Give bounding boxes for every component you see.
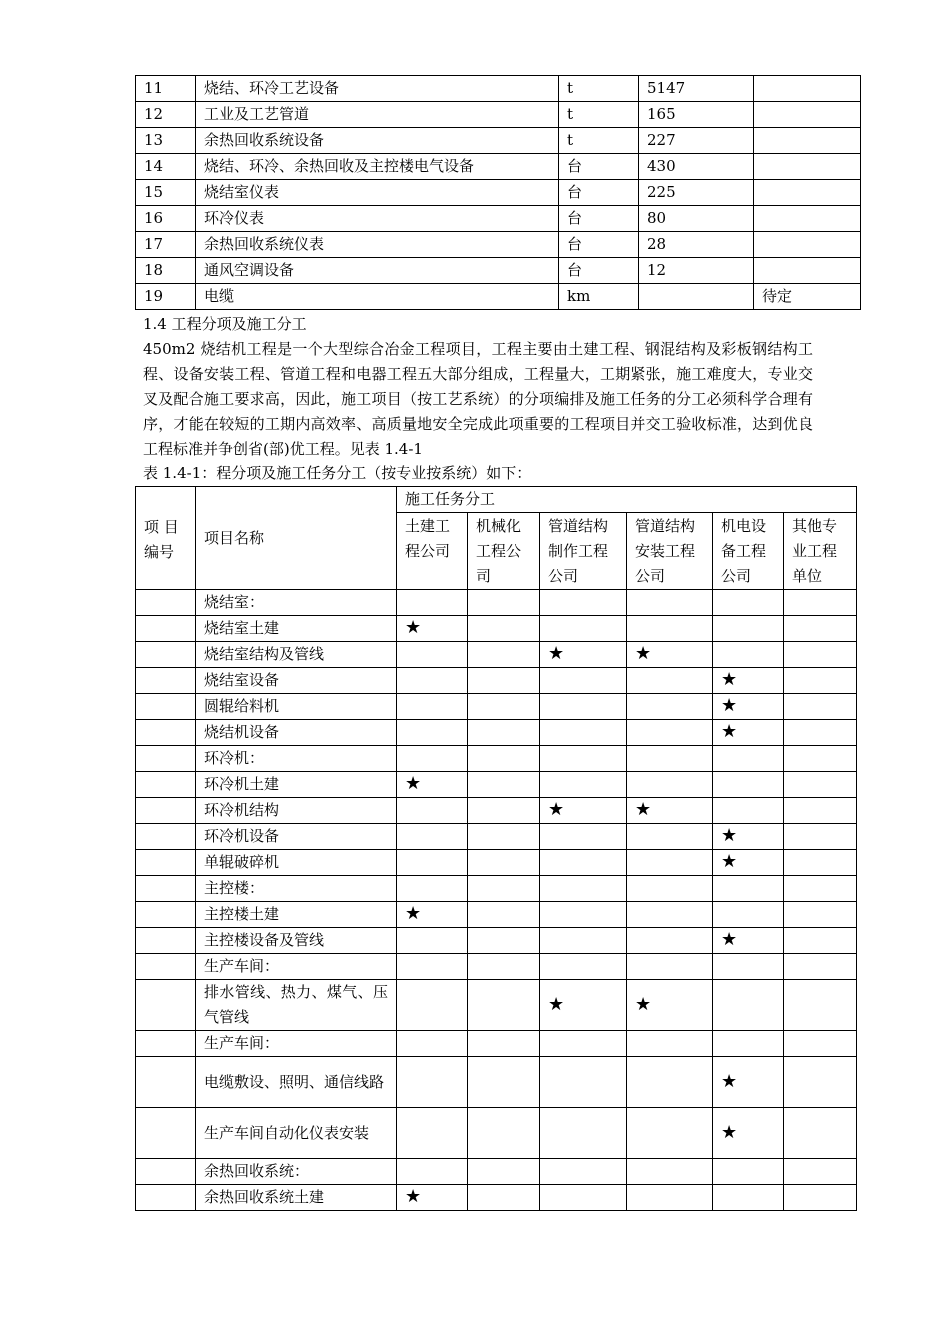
cell-mark: [784, 928, 857, 954]
cell-mark: [540, 772, 627, 798]
table-row: [136, 258, 861, 284]
cell-mark: [713, 746, 784, 772]
cell-no: 15: [136, 180, 196, 206]
cell-item-no: [136, 772, 196, 798]
cell-item-no: [136, 928, 196, 954]
cell-mark: [468, 1057, 540, 1108]
header-item-name-label: 项目名称: [204, 528, 265, 547]
cell-mark: [397, 590, 468, 616]
cell-name: 烧结、环冷工艺设备: [196, 76, 559, 102]
cell-mark: [397, 1031, 468, 1057]
cell-qty: 227: [639, 128, 754, 154]
cell-item-no: [136, 642, 196, 668]
cell-item-name: 主控楼土建: [196, 902, 397, 928]
cell-mark: [468, 668, 540, 694]
cell-no: 17: [136, 232, 196, 258]
cell-item-no: [136, 616, 196, 642]
cell-mark: [784, 954, 857, 980]
cell-mark: [713, 642, 784, 668]
cell-mark: [397, 954, 468, 980]
cell-mark: [540, 902, 627, 928]
cell-mark: [627, 720, 713, 746]
cell-item-no: [136, 1185, 196, 1211]
star-mark-icon: ★: [405, 903, 422, 924]
table-row: [136, 954, 857, 980]
cell-name: 烧结、环冷、余热回收及主控楼电气设备: [196, 154, 559, 180]
cell-mark: [627, 772, 713, 798]
cell-mark: [713, 928, 784, 954]
cell-mark: [468, 1159, 540, 1185]
cell-item-no: [136, 824, 196, 850]
cell-item-name: 环冷机土建: [196, 772, 397, 798]
cell-mark: [468, 824, 540, 850]
table-row: [136, 128, 861, 154]
table-row: [136, 668, 857, 694]
table-row: [136, 928, 857, 954]
cell-mark: [784, 590, 857, 616]
cell-mark: [627, 928, 713, 954]
cell-mark: [784, 642, 857, 668]
cell-item-no: [136, 1057, 196, 1108]
cell-mark: [397, 1159, 468, 1185]
cell-mark: [627, 798, 713, 824]
table-row: [136, 772, 857, 798]
cell-mark: [468, 616, 540, 642]
star-mark-icon: ★: [548, 643, 565, 664]
cell-note: [754, 258, 861, 284]
cell-mark: [713, 876, 784, 902]
cell-mark: [397, 642, 468, 668]
cell-mark: [397, 928, 468, 954]
cell-mark: [627, 954, 713, 980]
cell-name: 通风空调设备: [196, 258, 559, 284]
cell-item-no: [136, 1108, 196, 1159]
cell-qty: 430: [639, 154, 754, 180]
header-unit: 其他专业工程单位: [784, 513, 857, 590]
table-row: [136, 1108, 857, 1159]
cell-qty: 28: [639, 232, 754, 258]
star-mark-icon: ★: [721, 721, 738, 742]
cell-mark: [784, 746, 857, 772]
cell-mark: [468, 980, 540, 1031]
cell-item-name: 电缆敷设、照明、通信线路: [196, 1057, 397, 1108]
cell-note: [754, 76, 861, 102]
cell-qty: 5147: [639, 76, 754, 102]
cell-item-name: 环冷机：: [196, 746, 397, 772]
cell-item-name: 余热回收系统土建: [196, 1185, 397, 1211]
cell-mark: [397, 694, 468, 720]
cell-mark: [627, 746, 713, 772]
cell-mark: [540, 668, 627, 694]
star-mark-icon: ★: [548, 993, 565, 1015]
cell-qty: 165: [639, 102, 754, 128]
cell-mark: [713, 720, 784, 746]
cell-mark: [627, 1185, 713, 1211]
cell-mark: [713, 590, 784, 616]
header-item-no-label: 项 目 编号: [144, 518, 179, 561]
cell-item-name: 烧结室结构及管线: [196, 642, 397, 668]
cell-mark: [627, 902, 713, 928]
cell-mark: [540, 694, 627, 720]
header-unit: 机械化工程公司: [468, 513, 540, 590]
cell-mark: [397, 1185, 468, 1211]
cell-item-no: [136, 590, 196, 616]
cell-mark: [397, 902, 468, 928]
cell-mark: [468, 642, 540, 668]
cell-unit: 台: [559, 232, 639, 258]
cell-mark: [397, 1057, 468, 1108]
cell-mark: [713, 1031, 784, 1057]
cell-note: [754, 232, 861, 258]
cell-no: 19: [136, 284, 196, 310]
cell-mark: [713, 980, 784, 1031]
cell-item-no: [136, 746, 196, 772]
cell-mark: [397, 668, 468, 694]
cell-mark: [713, 1057, 784, 1108]
table-row: [136, 850, 857, 876]
table-row: [136, 284, 861, 310]
cell-mark: [540, 928, 627, 954]
table-row: [136, 1185, 857, 1211]
cell-mark: [784, 1159, 857, 1185]
cell-item-name: 主控楼：: [196, 876, 397, 902]
table-row: [136, 902, 857, 928]
cell-mark: [627, 980, 713, 1031]
cell-note: [754, 128, 861, 154]
cell-unit: t: [559, 102, 639, 128]
table-row: [136, 180, 861, 206]
header-item-no: [136, 487, 196, 590]
table-row: [136, 1159, 857, 1185]
table-row: [136, 76, 861, 102]
cell-note: [754, 206, 861, 232]
cell-qty: 225: [639, 180, 754, 206]
cell-mark: [468, 954, 540, 980]
cell-mark: [713, 616, 784, 642]
header-unit: 机电设备工程公司: [713, 513, 784, 590]
cell-mark: [713, 798, 784, 824]
cell-unit: 台: [559, 154, 639, 180]
star-mark-icon: ★: [721, 825, 738, 846]
cell-mark: [784, 616, 857, 642]
header-unit: 管道结构制作工程公司: [540, 513, 627, 590]
cell-mark: [784, 1057, 857, 1108]
table-row: [136, 590, 857, 616]
cell-mark: [784, 1031, 857, 1057]
cell-mark: [540, 720, 627, 746]
cell-mark: [397, 772, 468, 798]
cell-mark: [784, 772, 857, 798]
table-row: [136, 102, 861, 128]
cell-item-name: 烧结室：: [196, 590, 397, 616]
cell-item-name: 环冷机设备: [196, 824, 397, 850]
star-mark-icon: ★: [405, 617, 422, 638]
cell-mark: [540, 954, 627, 980]
cell-mark: [468, 720, 540, 746]
cell-mark: [784, 798, 857, 824]
cell-mark: [540, 1159, 627, 1185]
cell-no: 14: [136, 154, 196, 180]
cell-qty: 12: [639, 258, 754, 284]
cell-mark: [627, 1057, 713, 1108]
cell-no: 12: [136, 102, 196, 128]
cell-mark: [540, 616, 627, 642]
cell-mark: [627, 616, 713, 642]
star-mark-icon: ★: [721, 851, 738, 872]
star-mark-icon: ★: [721, 1121, 738, 1143]
cell-mark: [468, 1031, 540, 1057]
cell-mark: [397, 1108, 468, 1159]
cell-mark: [627, 1159, 713, 1185]
cell-mark: [627, 1108, 713, 1159]
cell-mark: [540, 590, 627, 616]
cell-mark: [713, 954, 784, 980]
cell-mark: [713, 824, 784, 850]
cell-mark: [540, 980, 627, 1031]
cell-mark: [784, 1108, 857, 1159]
cell-item-no: [136, 798, 196, 824]
cell-mark: [713, 694, 784, 720]
cell-mark: [468, 850, 540, 876]
cell-mark: [627, 694, 713, 720]
cell-mark: [468, 1185, 540, 1211]
cell-name: 电缆: [196, 284, 559, 310]
cell-item-name: 单辊破碎机: [196, 850, 397, 876]
table-row: [136, 642, 857, 668]
cell-unit: t: [559, 128, 639, 154]
table-row: [136, 694, 857, 720]
task-division-table: [135, 486, 857, 1211]
cell-mark: [713, 1159, 784, 1185]
cell-item-name: 烧结室土建: [196, 616, 397, 642]
table-row: [136, 746, 857, 772]
cell-unit: km: [559, 284, 639, 310]
cell-mark: [397, 798, 468, 824]
cell-name: 余热回收系统设备: [196, 128, 559, 154]
star-mark-icon: ★: [548, 799, 565, 820]
star-mark-icon: ★: [405, 1186, 422, 1207]
star-mark-icon: ★: [635, 799, 652, 820]
table-row: [136, 798, 857, 824]
table-row: [136, 616, 857, 642]
cell-mark: [397, 746, 468, 772]
cell-item-no: [136, 668, 196, 694]
table-row: [136, 1057, 857, 1108]
star-mark-icon: ★: [635, 993, 652, 1015]
cell-no: 18: [136, 258, 196, 284]
cell-mark: [713, 668, 784, 694]
cell-unit: 台: [559, 258, 639, 284]
star-mark-icon: ★: [635, 643, 652, 664]
table-row: [136, 824, 857, 850]
table-row: [136, 720, 857, 746]
cell-mark: [784, 876, 857, 902]
cell-no: 16: [136, 206, 196, 232]
cell-item-name: 主控楼设备及管线: [196, 928, 397, 954]
cell-mark: [540, 746, 627, 772]
table-row: [136, 206, 861, 232]
cell-item-no: [136, 902, 196, 928]
cell-mark: [784, 720, 857, 746]
cell-mark: [540, 824, 627, 850]
cell-item-name: 余热回收系统：: [196, 1159, 397, 1185]
table-row: [136, 876, 857, 902]
table-row: [136, 232, 861, 258]
cell-item-no: [136, 694, 196, 720]
cell-mark: [540, 850, 627, 876]
cell-unit: 台: [559, 180, 639, 206]
section-paragraph: 450m2 烧结机工程是一个大型综合冶金工程项目，工程主要由土建工程、钢混结构及彩板钢结构工程、设备安装工程、管道工程和电器工程五大部分组成，工程量大，工期紧张，施工难度大，专业交叉及配合施工要求高，因此，施工项目（按工艺系统）的分项编排及施工任务的分工必须科学合理有序，才能在较短的工期内高效率、高质量地安全完成此项重要的工程项目并交工验收标准，达到优良工程标准并争创省(部)优工程。见表 1.4-1: [143, 340, 813, 458]
cell-item-name: 排水管线、热力、煤气、压气管线: [196, 980, 397, 1031]
cell-mark: [468, 798, 540, 824]
cell-item-name: 生产车间自动化仪表安装: [196, 1108, 397, 1159]
cell-name: 环冷仪表: [196, 206, 559, 232]
header-unit: 管道结构安装工程公司: [627, 513, 713, 590]
cell-mark: [397, 980, 468, 1031]
cell-mark: [540, 798, 627, 824]
cell-mark: [784, 668, 857, 694]
cell-unit: 台: [559, 206, 639, 232]
cell-mark: [784, 694, 857, 720]
cell-mark: [784, 902, 857, 928]
cell-mark: [713, 772, 784, 798]
table-row: [136, 154, 861, 180]
cell-item-no: [136, 876, 196, 902]
cell-mark: [784, 980, 857, 1031]
cell-mark: [627, 1031, 713, 1057]
cell-name: 烧结室仪表: [196, 180, 559, 206]
section-heading: 1.4 工程分项及施工分工: [143, 315, 307, 333]
cell-mark: [468, 902, 540, 928]
table-row: [136, 1031, 857, 1057]
quantity-table: [135, 75, 861, 310]
cell-item-no: [136, 1159, 196, 1185]
cell-mark: [713, 1108, 784, 1159]
header-unit: 土建工程公司: [397, 513, 468, 590]
cell-item-name: 环冷机结构: [196, 798, 397, 824]
cell-mark: [468, 694, 540, 720]
header-group: 施工任务分工: [397, 487, 857, 513]
cell-item-no: [136, 720, 196, 746]
cell-mark: [397, 616, 468, 642]
cell-mark: [784, 824, 857, 850]
table-row: [136, 980, 857, 1031]
cell-qty: 80: [639, 206, 754, 232]
cell-no: 11: [136, 76, 196, 102]
cell-mark: [540, 1108, 627, 1159]
header-row-top: [136, 487, 857, 513]
cell-mark: [397, 720, 468, 746]
cell-mark: [397, 824, 468, 850]
header-item-name: [196, 487, 397, 590]
cell-qty: [639, 284, 754, 310]
cell-unit: t: [559, 76, 639, 102]
cell-item-no: [136, 980, 196, 1031]
cell-mark: [468, 928, 540, 954]
cell-name: 余热回收系统仪表: [196, 232, 559, 258]
cell-mark: [540, 1185, 627, 1211]
cell-mark: [397, 876, 468, 902]
cell-note: [754, 154, 861, 180]
cell-mark: [627, 642, 713, 668]
cell-mark: [627, 876, 713, 902]
cell-item-name: 生产车间：: [196, 1031, 397, 1057]
cell-mark: [713, 902, 784, 928]
cell-item-name: 烧结室设备: [196, 668, 397, 694]
cell-mark: [784, 1185, 857, 1211]
cell-item-no: [136, 954, 196, 980]
cell-item-no: [136, 1031, 196, 1057]
cell-note: [754, 102, 861, 128]
star-mark-icon: ★: [721, 929, 738, 950]
cell-mark: [540, 876, 627, 902]
cell-mark: [540, 1031, 627, 1057]
cell-item-no: [136, 850, 196, 876]
cell-mark: [627, 590, 713, 616]
cell-item-name: 烧结机设备: [196, 720, 397, 746]
cell-mark: [713, 850, 784, 876]
cell-mark: [540, 1057, 627, 1108]
cell-mark: [468, 772, 540, 798]
cell-item-name: 圆辊给料机: [196, 694, 397, 720]
cell-mark: [468, 590, 540, 616]
cell-mark: [627, 824, 713, 850]
cell-mark: [627, 850, 713, 876]
cell-mark: [627, 668, 713, 694]
cell-note: 待定: [754, 284, 861, 310]
star-mark-icon: ★: [721, 1070, 738, 1092]
cell-mark: [540, 642, 627, 668]
cell-mark: [713, 1185, 784, 1211]
star-mark-icon: ★: [721, 695, 738, 716]
cell-item-name: 生产车间：: [196, 954, 397, 980]
cell-no: 13: [136, 128, 196, 154]
table-caption: 表 1.4-1：程分项及施工任务分工（按专业按系统）如下：: [143, 464, 532, 482]
cell-mark: [468, 746, 540, 772]
cell-mark: [468, 1108, 540, 1159]
cell-mark: [397, 850, 468, 876]
cell-name: 工业及工艺管道: [196, 102, 559, 128]
cell-note: [754, 180, 861, 206]
star-mark-icon: ★: [405, 773, 422, 794]
star-mark-icon: ★: [721, 669, 738, 690]
cell-mark: [784, 850, 857, 876]
cell-mark: [468, 876, 540, 902]
